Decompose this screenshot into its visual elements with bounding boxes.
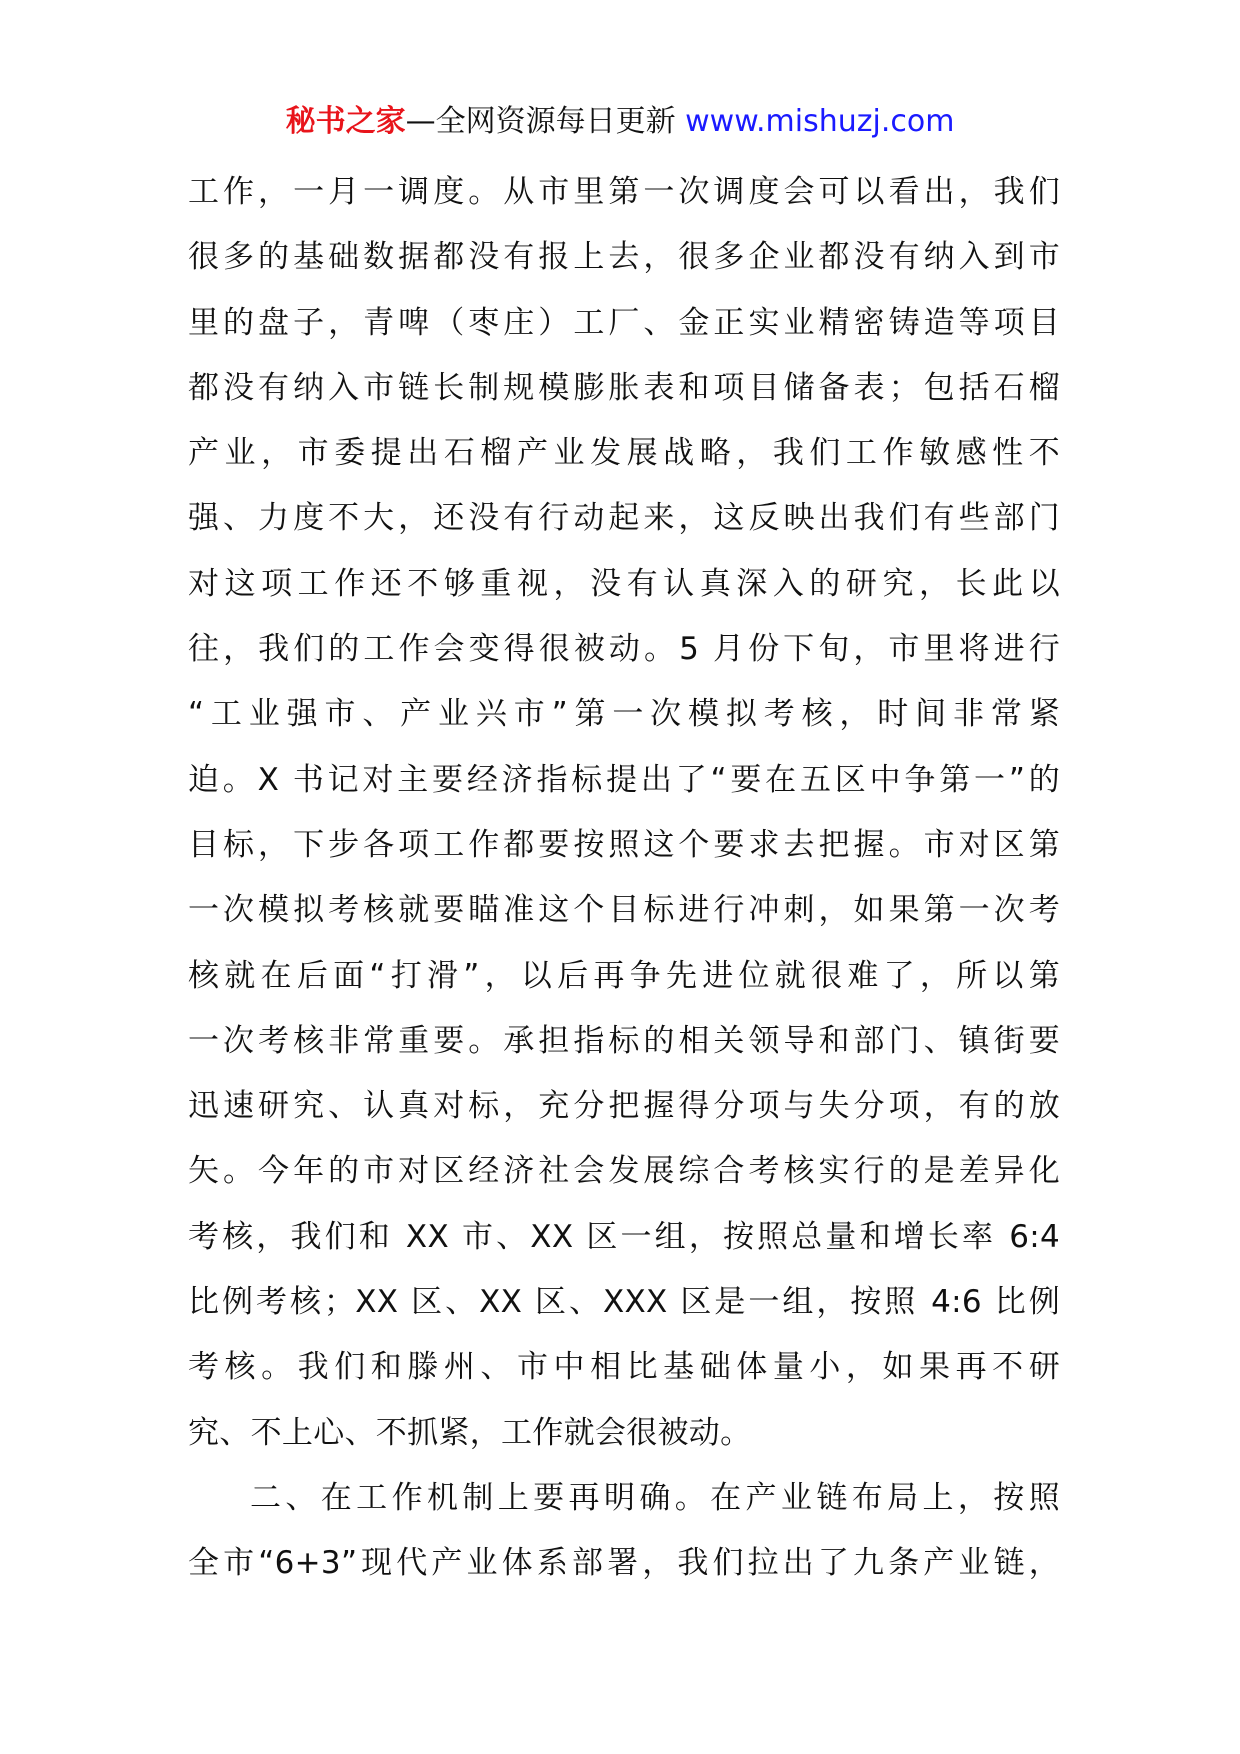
- text-line: 考核。我们和滕州、市中相比基础体量小，如果再不研: [188, 1349, 1060, 1386]
- text-line: 往，我们的工作会变得很被动。5 月份下旬，市里将进行: [188, 631, 1060, 668]
- text-line: 矢。今年的市对区经济社会发展综合考核实行的是差异化: [188, 1153, 1060, 1190]
- paragraph-2: [188, 1466, 1060, 1597]
- text-line: 二、在工作机制上要再明确。在产业链布局上，按照: [250, 1479, 1060, 1516]
- text-line: 比例考核；XX 区、XX 区、XXX 区是一组，按照 4:6 比例: [188, 1284, 1060, 1321]
- text-line: 迫。X 书记对主要经济指标提出了“要在五区中争第一”的: [188, 761, 1060, 798]
- document-body: [188, 160, 1060, 1597]
- text-line: 迅速研究、认真对标，充分把握得分项与失分项，有的放: [188, 1088, 1060, 1125]
- header-tagline: —全网资源每日更新: [405, 104, 686, 139]
- site-url-link[interactable]: www.mishuzj.com: [685, 104, 955, 139]
- site-header: [0, 102, 1240, 142]
- text-line: 一次考核非常重要。承担指标的相关领导和部门、镇街要: [188, 1022, 1060, 1059]
- text-line: 都没有纳入市链长制规模膨胀表和项目储备表；包括石榴: [188, 369, 1060, 406]
- brand-name: 秘书之家: [285, 104, 406, 139]
- text-line: 一次模拟考核就要瞄准这个目标进行冲刺，如果第一次考: [188, 892, 1060, 929]
- text-line: 核就在后面“打滑”，以后再争先进位就很难了，所以第: [188, 957, 1060, 994]
- text-line: 全市“6+3”现代产业体系部署，我们拉出了九条产业链，: [188, 1545, 1060, 1582]
- text-line: 很多的基础数据都没有报上去，很多企业都没有纳入到市: [188, 239, 1060, 276]
- text-line: 考核，我们和 XX 市、XX 区一组，按照总量和增长率 6:4: [188, 1218, 1060, 1255]
- text-line: 对这项工作还不够重视，没有认真深入的研究，长此以: [188, 565, 1060, 602]
- text-line: 产业，市委提出石榴产业发展战略，我们工作敏感性不: [188, 435, 1060, 472]
- text-line: 目标，下步各项工作都要按照这个要求去把握。市对区第: [188, 826, 1060, 863]
- text-line: 里的盘子，青啤（枣庄）工厂、金正实业精密铸造等项目: [188, 304, 1060, 341]
- text-line: 工作，一月一调度。从市里第一次调度会可以看出，我们: [188, 174, 1060, 210]
- text-line: 究、不上心、不抓紧，工作就会很被动。: [188, 1414, 752, 1451]
- text-line: 强、力度不大，还没有行动起来，这反映出我们有些部门: [188, 500, 1060, 537]
- paragraph-1: [188, 160, 1060, 1466]
- text-line: “工业强市、产业兴市”第一次模拟考核，时间非常紧: [188, 696, 1060, 733]
